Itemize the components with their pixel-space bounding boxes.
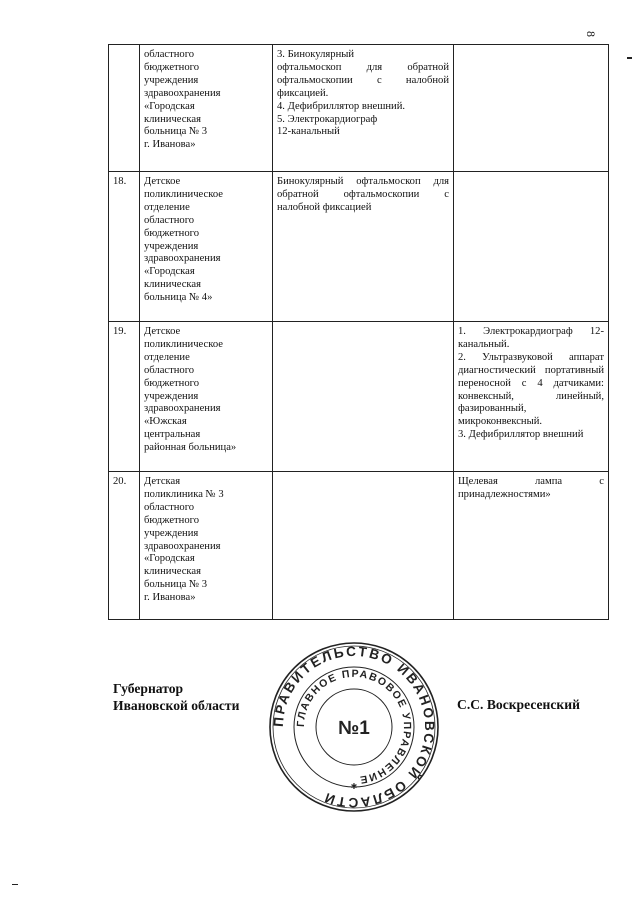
table-row — [109, 322, 609, 472]
equipment-cell — [273, 472, 454, 620]
org-line: клиническая — [144, 113, 201, 125]
equipment-line: 4. Дефибриллятор внешний. — [277, 100, 406, 112]
org-line: областного — [144, 214, 195, 226]
equipment-cell — [273, 45, 454, 172]
org-line: Детское — [144, 176, 181, 187]
footer-mark — [12, 884, 18, 885]
institution-cell — [140, 322, 273, 472]
row-number: 20. — [109, 472, 140, 620]
row-number: 19. — [109, 322, 140, 472]
org-line: «Южская — [144, 416, 187, 428]
org-line: учреждения — [144, 390, 199, 402]
org-line: здравоохранения — [144, 540, 221, 552]
signatory-title-line1: Губернатор — [113, 681, 184, 696]
equipment-line: 3. Дефибриллятор внешний — [458, 429, 584, 441]
seal-star-icon: ✱ — [350, 782, 358, 791]
org-line: районная больница» — [144, 442, 237, 454]
org-line: учреждения — [144, 240, 199, 252]
equipment-line: 5. Электрокардиограф — [277, 113, 378, 125]
equipment-cell — [273, 322, 454, 472]
org-line: клиническая — [144, 566, 201, 578]
org-line: бюджетного — [144, 514, 200, 526]
org-line: центральная — [144, 429, 201, 441]
org-line: «Городская — [144, 266, 195, 278]
equipment-line: Бинокулярный офтальмоскоп для обратной офтальмоскопии с налобной фиксацией — [277, 176, 449, 213]
org-line: бюджетного — [144, 61, 200, 73]
page-number: 8 — [584, 31, 598, 37]
table-row — [109, 172, 609, 322]
signatory-name: С.С. Воскресенский — [457, 697, 580, 712]
org-line: поликлиническое — [144, 188, 223, 200]
org-line: «Городская — [144, 553, 195, 565]
equipment-cell — [454, 45, 609, 172]
seal-outer-text: ПРАВИТЕЛЬСТВО ИВАНОВСКОЙ ОБЛАСТИ — [270, 643, 438, 811]
table-row — [109, 45, 609, 172]
institution-cell — [140, 45, 273, 172]
org-line: бюджетного — [144, 377, 200, 389]
org-line: здравоохранения — [144, 87, 221, 99]
row-number: 18. — [109, 172, 140, 322]
signatory-title-line2: Ивановской области — [113, 698, 240, 713]
org-line: отделение — [144, 351, 190, 363]
org-line: Детская — [144, 476, 181, 487]
org-line: г. Иванова» — [144, 592, 196, 604]
equipment-cell — [454, 472, 609, 620]
org-line: поликлиника № 3 — [144, 488, 224, 500]
equipment-cell — [273, 172, 454, 322]
org-line: здравоохранения — [144, 253, 221, 265]
signatory-title — [113, 680, 239, 714]
org-line: областного — [144, 49, 195, 60]
row-number — [109, 45, 140, 172]
equipment-line: офтальмоскоп для обратной офтальмоскопии с налобной фиксацией. — [277, 61, 449, 99]
seal-inner-text: ГЛАВНОЕ ПРАВОВОЕ УПРАВЛЕНИЕ — [294, 667, 414, 786]
org-line: областного — [144, 501, 195, 513]
org-line: отделение — [144, 201, 190, 213]
equipment-line: 3. Бинокулярный — [277, 49, 355, 60]
equipment-cell — [454, 322, 609, 472]
org-line: г. Иванова» — [144, 139, 196, 151]
edge-mark — [627, 57, 632, 59]
institution-cell — [140, 172, 273, 322]
org-line: больница № 4» — [144, 292, 213, 304]
org-line: больница № 3 — [144, 579, 208, 591]
org-line: Детское — [144, 326, 181, 337]
institution-cell — [140, 472, 273, 620]
seal-number: №1 — [338, 718, 370, 739]
org-line: областного — [144, 364, 195, 376]
equipment-table — [108, 44, 609, 620]
org-line: бюджетного — [144, 227, 200, 239]
org-line: учреждения — [144, 74, 199, 86]
equipment-line: 1. Электрокардиограф 12-канальный. — [458, 326, 604, 350]
equipment-cell — [454, 172, 609, 322]
org-line: поликлиническое — [144, 338, 223, 350]
equipment-line: Щелевая лампа с принадлежностями» — [458, 476, 604, 500]
table-row — [109, 472, 609, 620]
official-seal — [268, 641, 440, 813]
org-line: «Городская — [144, 100, 195, 112]
org-line: учреждения — [144, 527, 199, 539]
org-line: здравоохранения — [144, 403, 221, 415]
org-line: клиническая — [144, 279, 201, 291]
equipment-line: 12-канальный — [277, 126, 340, 138]
org-line: больница № 3 — [144, 126, 208, 138]
equipment-line: 2. Ультразвуковой аппарат диагностический портативный переносной с 4 датчиками: конвексный, линейный, фазированный, микроконвексный. — [458, 351, 604, 428]
